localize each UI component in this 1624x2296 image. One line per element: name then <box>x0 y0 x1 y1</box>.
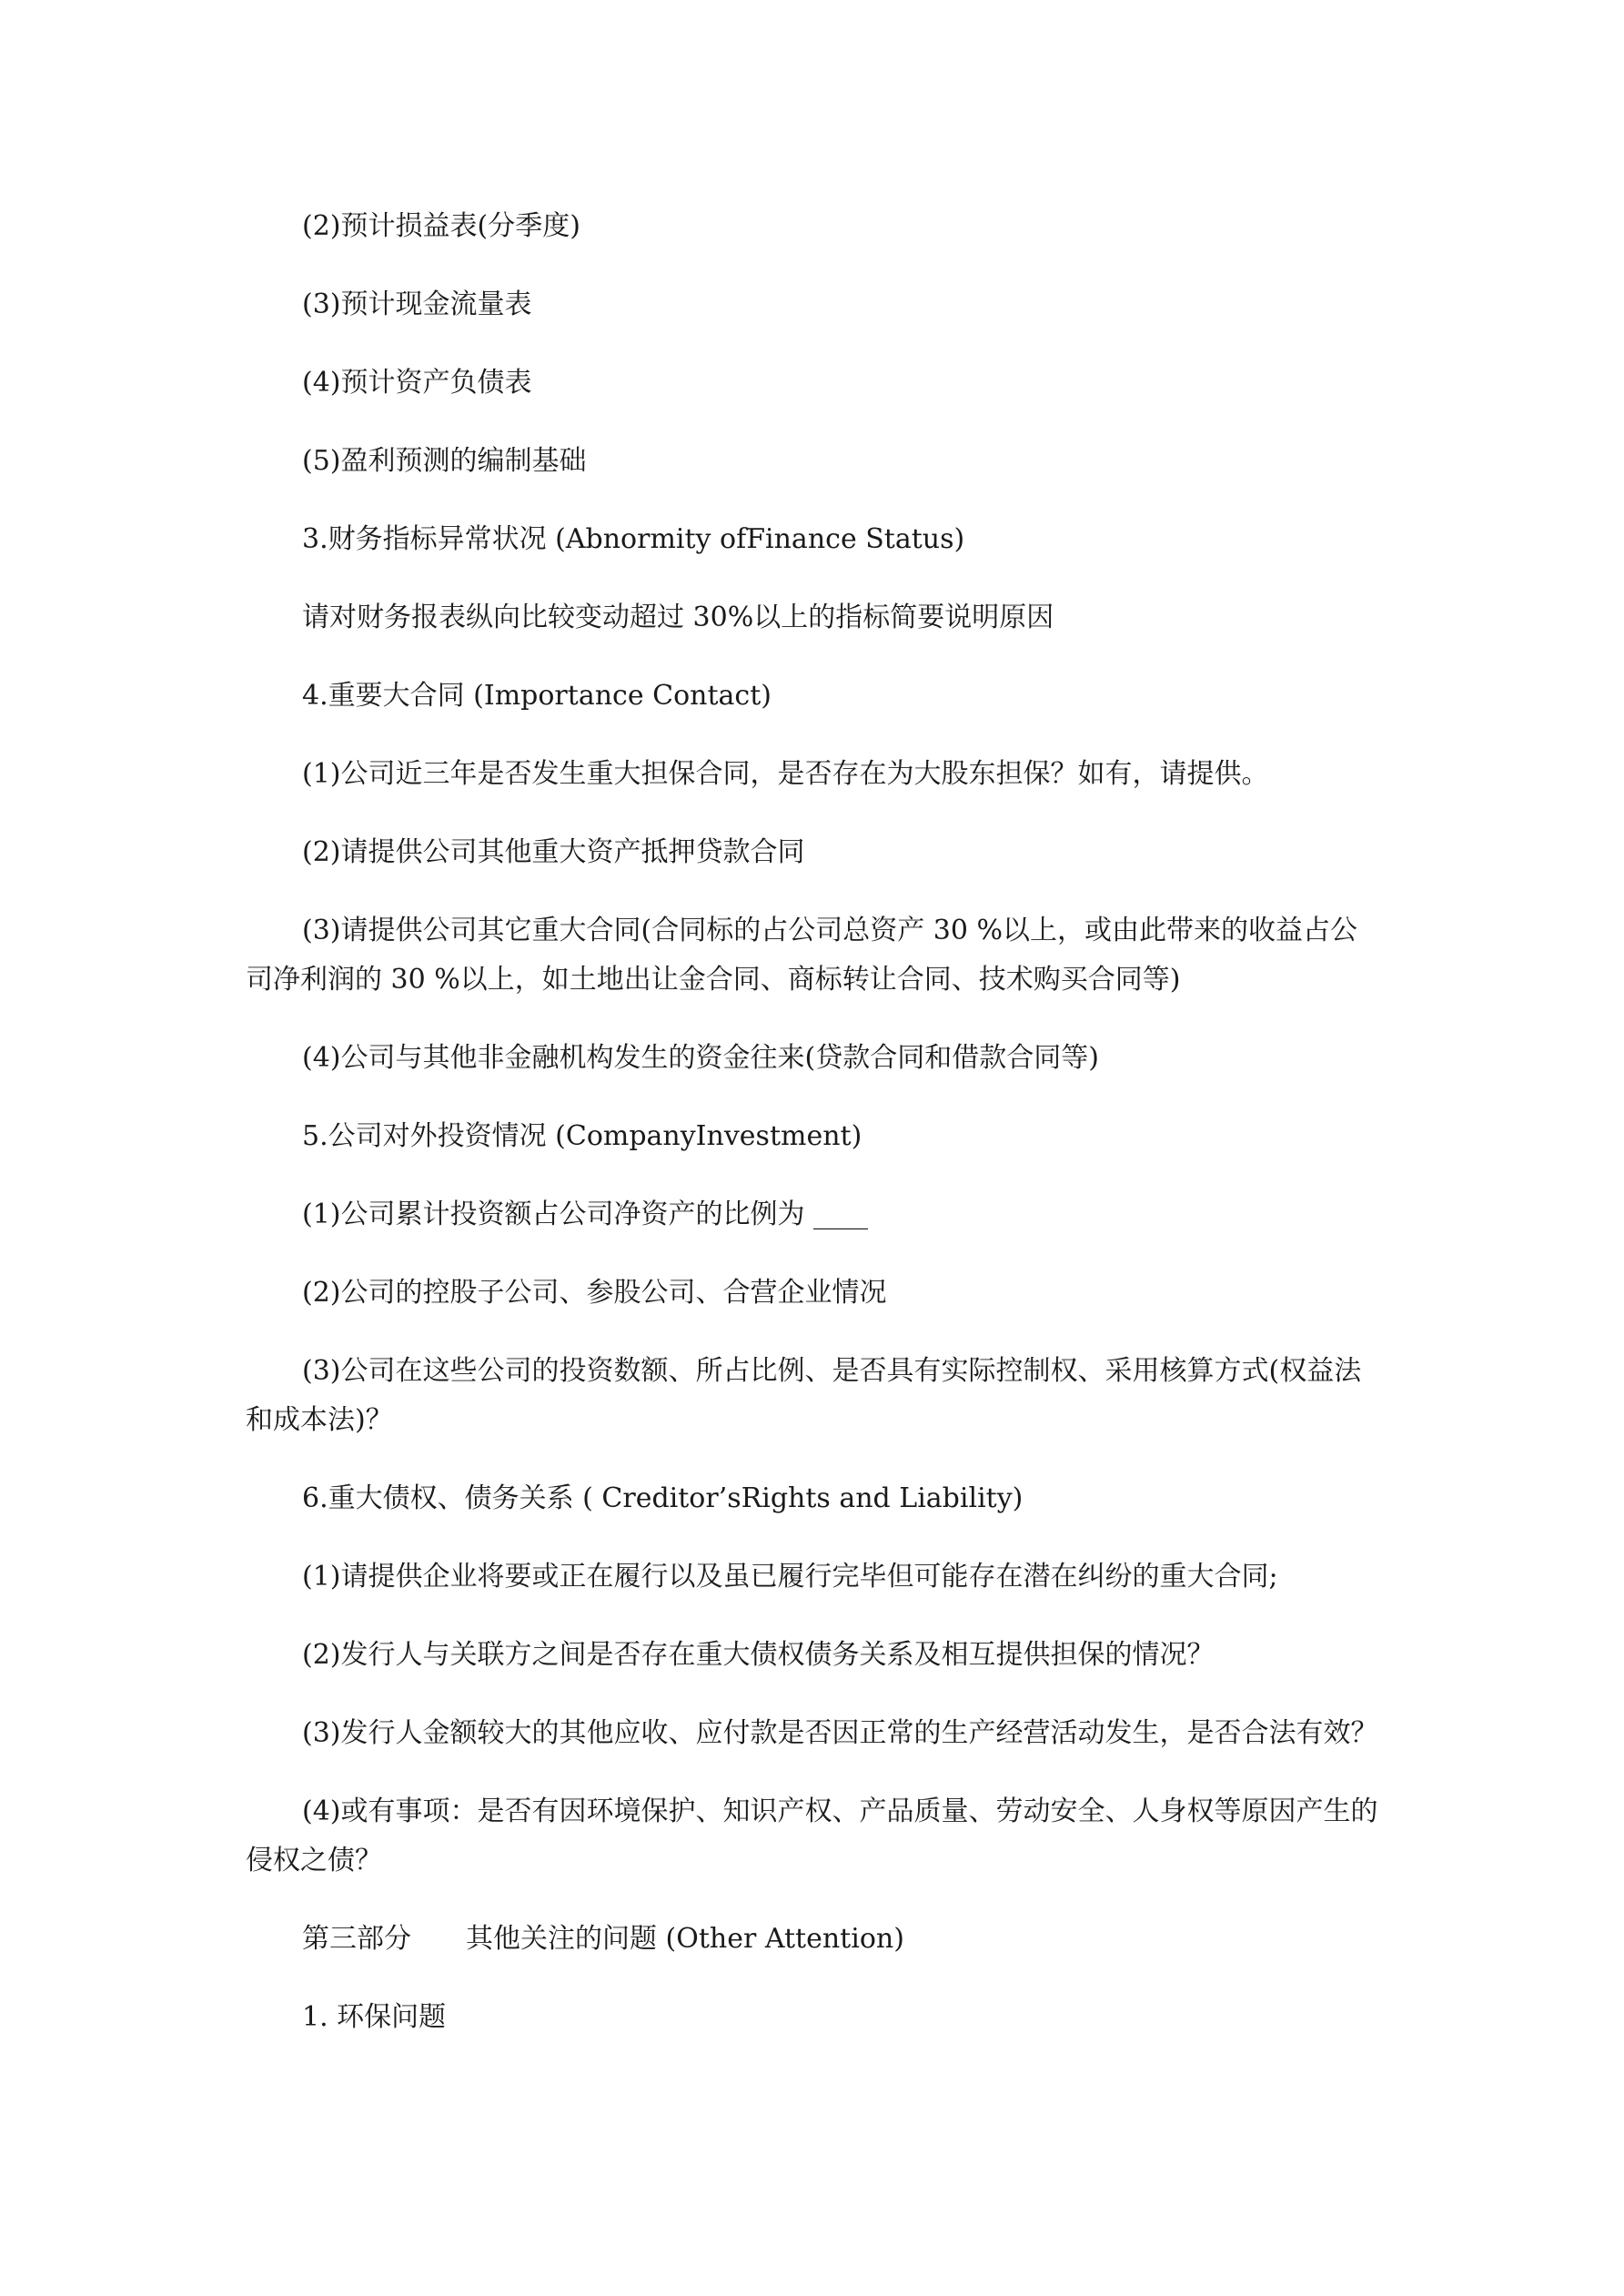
section-5-heading: 5.公司对外投资情况 (CompanyInvestment) <box>302 1120 862 1152</box>
section-5-item-1: (1)公司累计投资额占公司净资产的比例为 ____ <box>302 1199 869 1230</box>
part-3-heading: 第三部分 其他关注的问题 (Other Attention) <box>302 1923 904 1955</box>
section-4-item-4: (4)公司与其他非金融机构发生的资金往来(贷款合同和借款合同等) <box>302 1042 1099 1074</box>
section-6-item-1: (1)请提供企业将要或正在履行以及虽已履行完毕但可能存在潜在纠纷的重大合同; <box>302 1561 1278 1593</box>
section-5-item-3: (3)公司在这些公司的投资数额、所占比例、是否具有实际控制权、采用核算方式(权益法和成本法)？ <box>246 1355 1362 1436</box>
section-3-heading: 3.财务指标异常状况 (Abnormity ofFinance Status) <box>302 523 965 555</box>
section-5-item-2: (2)公司的控股子公司、参股公司、合营企业情况 <box>302 1277 887 1309</box>
section-4-item-2: (2)请提供公司其他重大资产抵押贷款合同 <box>302 836 805 868</box>
section-4-heading: 4.重要大合同 (Importance Contact) <box>302 680 772 712</box>
item-5-forecast-basis: (5)盈利预测的编制基础 <box>302 445 587 477</box>
section-4-item-1: (1)公司近三年是否发生重大担保合同，是否存在为大股东担保？如有，请提供。 <box>302 758 1269 790</box>
section-6-item-2: (2)发行人与关联方之间是否存在重大债权债务关系及相互提供担保的情况？ <box>302 1639 1215 1671</box>
part-3-item-1: 1. 环保问题 <box>302 2001 447 2033</box>
section-3-note: 请对财务报表纵向比较变动超过 30%以上的指标简要说明原因 <box>302 602 1054 633</box>
item-2-projected-income-statement: (2)预计损益表(分季度) <box>302 210 580 242</box>
section-6-heading: 6.重大债权、债务关系 ( Creditor’sRights and Liability) <box>302 1482 1024 1514</box>
item-3-projected-cash-flow: (3)预计现金流量表 <box>302 288 532 320</box>
section-6-item-3: (3)发行人金额较大的其他应收、应付款是否因正常的生产经营活动发生，是否合法有效？ <box>302 1717 1378 1749</box>
document-body <box>246 202 1378 2042</box>
section-4-item-3: (3)请提供公司其它重大合同(合同标的占公司总资产 30 %以上，或由此带来的收益占公司净利润的 30 %以上，如土地出让金合同、商标转让合同、技术购买合同等) <box>246 915 1357 996</box>
item-4-projected-balance-sheet: (4)预计资产负债表 <box>302 367 532 399</box>
section-6-item-4: (4)或有事项：是否有因环境保护、知识产权、产品质量、劳动安全、人身权等原因产生的侵权之债？ <box>246 1795 1378 1876</box>
